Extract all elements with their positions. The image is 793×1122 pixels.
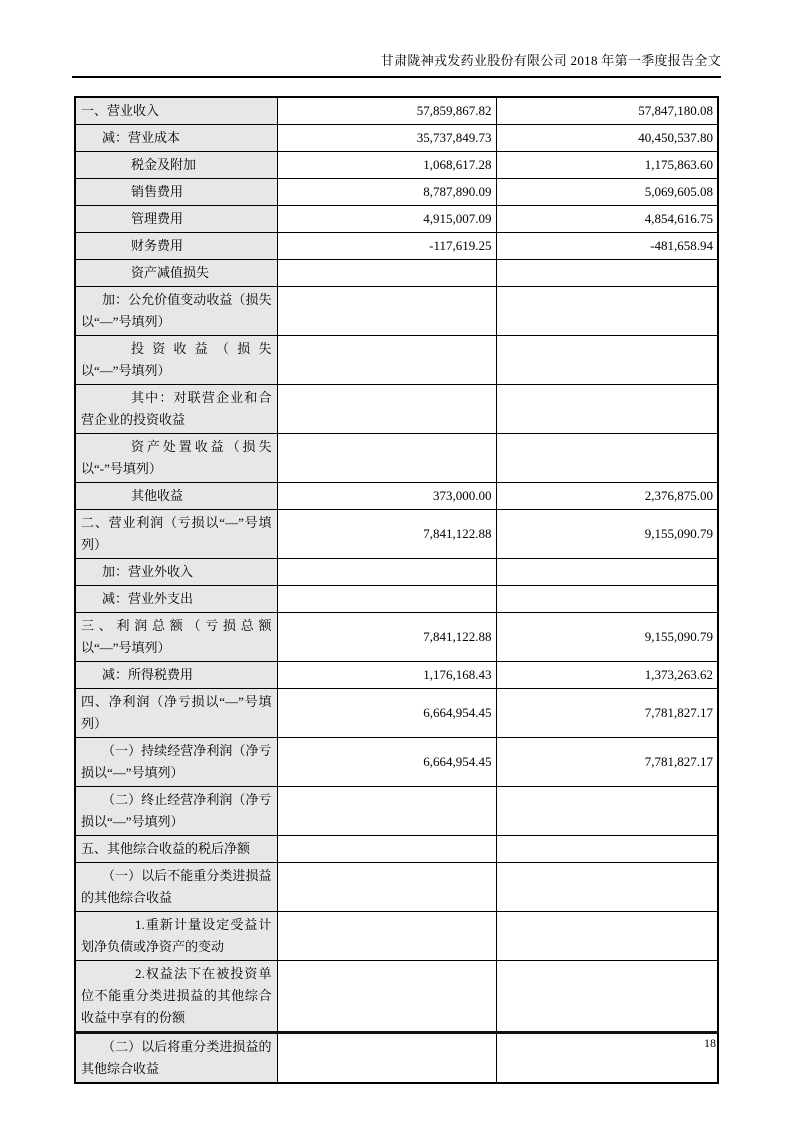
row-value-1: -117,619.25 bbox=[277, 233, 496, 260]
row-value-2 bbox=[496, 787, 718, 836]
row-value-2: 5,069,605.08 bbox=[496, 179, 718, 206]
report-title: 甘肃陇神戎发药业股份有限公司 2018 年第一季度报告全文 bbox=[380, 53, 721, 68]
row-value-1: 8,787,890.09 bbox=[277, 179, 496, 206]
row-label: （二）以后将重分类进损益的其他综合收益 bbox=[75, 1033, 277, 1084]
row-value-1 bbox=[277, 836, 496, 863]
row-value-2 bbox=[496, 863, 718, 912]
row-label: 加：公允价值变动收益（损失以“—”号填列） bbox=[75, 287, 277, 336]
row-value-2: 4,854,616.75 bbox=[496, 206, 718, 233]
row-label: （一）持续经营净利润（净亏损以“—”号填列） bbox=[75, 738, 277, 787]
row-value-2 bbox=[496, 336, 718, 385]
table-row bbox=[75, 510, 718, 559]
table-row bbox=[75, 787, 718, 836]
row-value-2 bbox=[496, 434, 718, 483]
table-row bbox=[75, 233, 718, 260]
table-row bbox=[75, 836, 718, 863]
table-row bbox=[75, 689, 718, 738]
row-label: 2.权益法下在被投资单位不能重分类进损益的其他综合收益中享有的份额 bbox=[75, 961, 277, 1033]
row-value-2: 2,376,875.00 bbox=[496, 483, 718, 510]
row-value-2 bbox=[496, 961, 718, 1033]
row-value-2: 40,450,537.80 bbox=[496, 125, 718, 152]
row-value-2: 1,373,263.62 bbox=[496, 662, 718, 689]
row-value-1: 4,915,007.09 bbox=[277, 206, 496, 233]
row-value-1 bbox=[277, 1033, 496, 1084]
table-row bbox=[75, 961, 718, 1033]
row-label: 五、其他综合收益的税后净额 bbox=[75, 836, 277, 863]
row-label: 税金及附加 bbox=[75, 152, 277, 179]
income-statement-body bbox=[75, 97, 718, 1083]
page-header bbox=[72, 52, 721, 78]
row-value-2: 9,155,090.79 bbox=[496, 613, 718, 662]
table-row bbox=[75, 152, 718, 179]
income-statement-table bbox=[74, 96, 719, 1084]
row-label: 资产处置收益（损失以“-”号填列） bbox=[75, 434, 277, 483]
row-label: 投资收益（损失以“—”号填列） bbox=[75, 336, 277, 385]
row-value-1: 373,000.00 bbox=[277, 483, 496, 510]
table-row bbox=[75, 287, 718, 336]
row-value-2: 57,847,180.08 bbox=[496, 97, 718, 125]
row-value-1: 1,176,168.43 bbox=[277, 662, 496, 689]
table-row bbox=[75, 559, 718, 586]
row-value-2: 9,155,090.79 bbox=[496, 510, 718, 559]
row-value-2: 1,175,863.60 bbox=[496, 152, 718, 179]
table-row bbox=[75, 434, 718, 483]
row-label: 1.重新计量设定受益计划净负债或净资产的变动 bbox=[75, 912, 277, 961]
row-label: 四、净利润（净亏损以“—”号填列） bbox=[75, 689, 277, 738]
row-label: 管理费用 bbox=[75, 206, 277, 233]
table-row bbox=[75, 385, 718, 434]
row-value-1 bbox=[277, 434, 496, 483]
row-value-1 bbox=[277, 586, 496, 613]
row-value-1: 57,859,867.82 bbox=[277, 97, 496, 125]
income-statement-container bbox=[74, 96, 717, 1084]
row-value-2: -481,658.94 bbox=[496, 233, 718, 260]
row-value-1: 1,068,617.28 bbox=[277, 152, 496, 179]
row-label: 一、营业收入 bbox=[75, 97, 277, 125]
row-value-1 bbox=[277, 385, 496, 434]
table-row bbox=[75, 613, 718, 662]
row-label: 销售费用 bbox=[75, 179, 277, 206]
row-value-1: 6,664,954.45 bbox=[277, 689, 496, 738]
row-value-2 bbox=[496, 260, 718, 287]
row-value-1 bbox=[277, 559, 496, 586]
row-value-1 bbox=[277, 336, 496, 385]
row-value-2 bbox=[496, 1033, 718, 1084]
table-row bbox=[75, 125, 718, 152]
row-value-1: 35,737,849.73 bbox=[277, 125, 496, 152]
row-value-1 bbox=[277, 912, 496, 961]
table-row bbox=[75, 97, 718, 125]
table-row bbox=[75, 483, 718, 510]
row-value-2: 7,781,827.17 bbox=[496, 738, 718, 787]
row-label: 减：营业成本 bbox=[75, 125, 277, 152]
row-value-1 bbox=[277, 863, 496, 912]
row-label: 减：所得税费用 bbox=[75, 662, 277, 689]
table-row bbox=[75, 179, 718, 206]
page-number: 18 bbox=[704, 1036, 716, 1050]
row-value-1: 7,841,122.88 bbox=[277, 613, 496, 662]
row-value-1 bbox=[277, 260, 496, 287]
row-value-2: 7,781,827.17 bbox=[496, 689, 718, 738]
row-label: 其中：对联营企业和合营企业的投资收益 bbox=[75, 385, 277, 434]
table-row bbox=[75, 863, 718, 912]
row-value-1: 7,841,122.88 bbox=[277, 510, 496, 559]
table-row bbox=[75, 912, 718, 961]
row-value-2 bbox=[496, 586, 718, 613]
table-row bbox=[75, 336, 718, 385]
row-value-1: 6,664,954.45 bbox=[277, 738, 496, 787]
row-label: 三、利润总额（亏损总额以“—”号填列） bbox=[75, 613, 277, 662]
table-row bbox=[75, 206, 718, 233]
table-row bbox=[75, 662, 718, 689]
row-value-2 bbox=[496, 385, 718, 434]
row-label: 二、营业利润（亏损以“—”号填列） bbox=[75, 510, 277, 559]
row-label: 财务费用 bbox=[75, 233, 277, 260]
row-value-2 bbox=[496, 287, 718, 336]
row-label: 加：营业外收入 bbox=[75, 559, 277, 586]
row-value-1 bbox=[277, 961, 496, 1033]
row-value-1 bbox=[277, 287, 496, 336]
row-label: （一）以后不能重分类进损益的其他综合收益 bbox=[75, 863, 277, 912]
row-value-1 bbox=[277, 787, 496, 836]
row-value-2 bbox=[496, 912, 718, 961]
row-label: 资产减值损失 bbox=[75, 260, 277, 287]
table-row bbox=[75, 738, 718, 787]
row-label: （二）终止经营净利润（净亏损以“—”号填列） bbox=[75, 787, 277, 836]
row-label: 其他收益 bbox=[75, 483, 277, 510]
table-row bbox=[75, 586, 718, 613]
row-value-2 bbox=[496, 836, 718, 863]
row-label: 减：营业外支出 bbox=[75, 586, 277, 613]
row-value-2 bbox=[496, 559, 718, 586]
table-row bbox=[75, 1033, 718, 1084]
table-row bbox=[75, 260, 718, 287]
